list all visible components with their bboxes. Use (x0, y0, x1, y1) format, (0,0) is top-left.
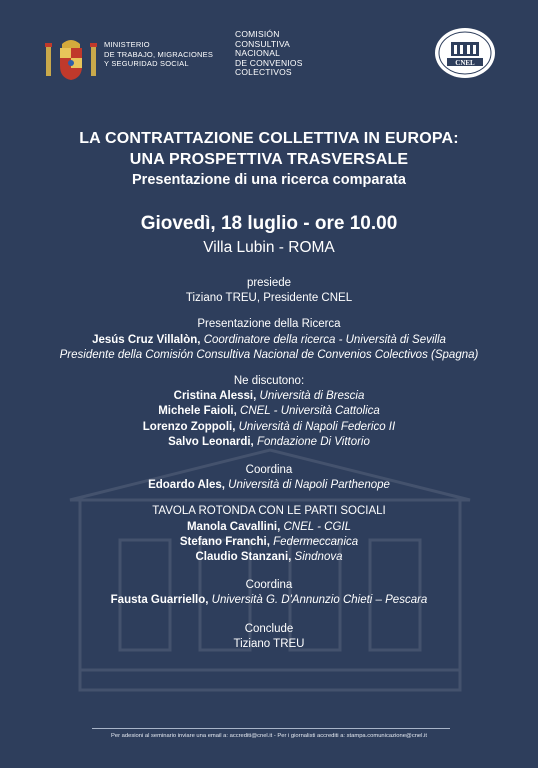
conclude-name: Tiziano TREU (233, 637, 305, 650)
tavola-row: Claudio Stanzani, Sindnova (195, 551, 343, 564)
coordina1-line: Edoardo Ales, Università di Napoli Parthenope (148, 479, 390, 492)
tavola-section (0, 504, 538, 565)
discussant-row: Salvo Leonardi, Fondazione Di Vittorio (168, 435, 370, 448)
ministry-name: MINISTERIO DE TRABAJO, MIGRACIONES Y SEGURIDAD SOCIAL (104, 40, 214, 68)
footer-contact: Per adesioni al seminario inviare una email a: accrediti@cnel.it - Per i giornalisti accrediti a: stampa.comunicazione@cnel.it (111, 733, 427, 739)
cnel-logo-label: CNEL (455, 59, 475, 67)
coordina1-section (0, 463, 538, 493)
tavola-row: Stefano Franchi, Federmeccanica (179, 535, 359, 548)
spain-coat-of-arms-icon (44, 38, 98, 82)
event-title-line1: LA CONTRATTAZIONE COLLETTIVA IN EUROPA: (79, 130, 459, 147)
conclude-label: Conclude (244, 622, 294, 635)
presenter-line (0, 333, 538, 348)
event-place: Villa Lubin - ROMA (203, 239, 335, 256)
tavola-row: Manola Cavallini, CNEL - CGIL (186, 520, 352, 533)
event-date: Giovedì, 18 luglio - ore 10.00 (140, 213, 398, 234)
presenter-role: Coordinatore della ricerca - Università di Sevilla (200, 333, 446, 346)
event-title-line2: UNA PROSPETTIVA TRASVERSALE (129, 151, 409, 168)
presiede-label: presiede (246, 277, 292, 289)
coordina2-line: Fausta Guarriello, Università G. D'Annunzio Chieti – Pescara (110, 594, 428, 607)
cnel-logo-icon (433, 26, 497, 80)
footer-divider (92, 728, 450, 729)
presenter-role2: Presidente della Comisión Consultiva Nacional de Convenios Colectivos (Spagna) (59, 348, 479, 361)
discussant-row: Michele Faioli, CNEL - Università Cattolica (158, 405, 380, 418)
conclude-section (0, 622, 538, 652)
presiede-person: Tiziano TREU, Presidente CNEL (185, 292, 353, 305)
coordina1-label: Coordina (245, 464, 293, 477)
presiede-section (0, 276, 538, 306)
presentazione-label: Presentazione della Ricerca (197, 318, 341, 331)
discussant-row: Cristina Alessi, Università di Brescia (173, 390, 365, 403)
commission-name: COMISIÓN CONSULTIVA NACIONAL DE CONVENIOS COLECTIVOS (235, 29, 303, 77)
discussants-label: Ne discutono: (233, 375, 305, 388)
discussants-section (0, 374, 538, 450)
discussant-row: Lorenzo Zoppoli, Università di Napoli Federico II (142, 420, 396, 433)
event-subtitle: Presentazione di una ricerca comparata (132, 172, 406, 188)
tavola-label: TAVOLA ROTONDA CON LE PARTI SOCIALI (152, 505, 386, 518)
coordina2-label: Coordina (245, 579, 293, 592)
event-content (0, 128, 538, 652)
presentazione-section (0, 317, 538, 363)
header (0, 0, 538, 110)
presenter-name: Jesús Cruz Villalòn, (92, 333, 201, 346)
coordina2-section (0, 578, 538, 608)
